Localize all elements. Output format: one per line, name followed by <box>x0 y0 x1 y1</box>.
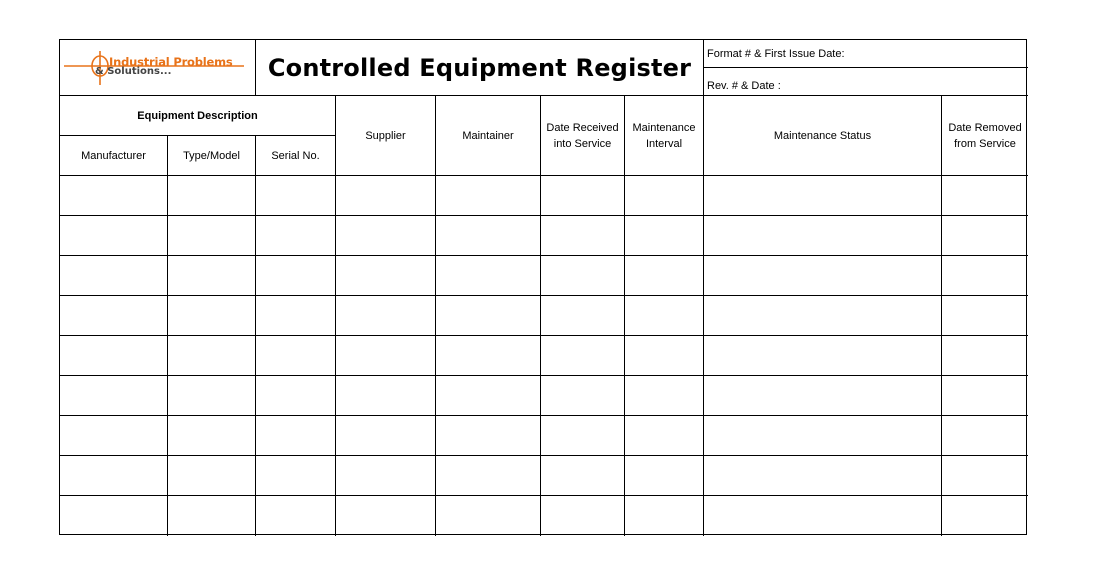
cell-supplier[interactable] <box>336 336 436 375</box>
cell-date-received[interactable] <box>541 176 625 215</box>
revision-date-label: Rev. # & Date : <box>707 79 781 92</box>
logo-text-line1: Industrial Problems <box>109 55 233 69</box>
cell-serial-no[interactable] <box>256 496 336 536</box>
cell-date-removed[interactable] <box>942 336 1028 375</box>
cell-date-received[interactable] <box>541 256 625 295</box>
cell-date-removed[interactable] <box>942 216 1028 255</box>
cell-type-model[interactable] <box>168 256 256 295</box>
cell-date-received[interactable] <box>541 496 625 536</box>
cell-date-removed[interactable] <box>942 376 1028 415</box>
cell-maintainer[interactable] <box>436 296 541 335</box>
cell-maintenance-status[interactable] <box>704 376 942 415</box>
cell-manufacturer[interactable] <box>60 176 168 215</box>
cell-maintenance-interval[interactable] <box>625 416 704 455</box>
cell-supplier[interactable] <box>336 256 436 295</box>
cell-serial-no[interactable] <box>256 176 336 215</box>
col-header-manufacturer: Manufacturer <box>60 136 168 176</box>
cell-type-model[interactable] <box>168 456 256 495</box>
cell-date-removed[interactable] <box>942 416 1028 455</box>
table-row <box>60 176 1028 216</box>
col-header-serial-no: Serial No. <box>256 136 336 176</box>
cell-manufacturer[interactable] <box>60 256 168 295</box>
cell-supplier[interactable] <box>336 496 436 536</box>
cell-maintainer[interactable] <box>436 216 541 255</box>
cell-type-model[interactable] <box>168 296 256 335</box>
equipment-description-group-header: Equipment Description <box>60 96 336 136</box>
cell-serial-no[interactable] <box>256 296 336 335</box>
cell-type-model[interactable] <box>168 176 256 215</box>
logo-text-line2: & Solutions... <box>95 66 172 77</box>
table-row <box>60 296 1028 336</box>
cell-supplier[interactable] <box>336 416 436 455</box>
cell-maintenance-status[interactable] <box>704 216 942 255</box>
table-row <box>60 456 1028 496</box>
cell-date-received[interactable] <box>541 336 625 375</box>
cell-supplier[interactable] <box>336 216 436 255</box>
cell-supplier[interactable] <box>336 376 436 415</box>
table-row <box>60 416 1028 456</box>
page-title: Controlled Equipment Register <box>267 53 692 82</box>
table-row <box>60 256 1028 296</box>
cell-maintainer[interactable] <box>436 256 541 295</box>
cell-maintenance-status[interactable] <box>704 416 942 455</box>
cell-maintenance-interval[interactable] <box>625 296 704 335</box>
equipment-register-form <box>59 39 1027 535</box>
cell-date-received[interactable] <box>541 456 625 495</box>
format-issue-date-field[interactable] <box>704 40 1028 68</box>
cell-date-removed[interactable] <box>942 456 1028 495</box>
cell-date-removed[interactable] <box>942 496 1028 536</box>
cell-serial-no[interactable] <box>256 376 336 415</box>
col-header-type-model: Type/Model <box>168 136 256 176</box>
col-header-maintainer: Maintainer <box>436 96 541 176</box>
cell-supplier[interactable] <box>336 296 436 335</box>
cell-maintenance-interval[interactable] <box>625 176 704 215</box>
cell-maintainer[interactable] <box>436 416 541 455</box>
cell-maintenance-interval[interactable] <box>625 496 704 536</box>
cell-manufacturer[interactable] <box>60 296 168 335</box>
table-row <box>60 496 1028 536</box>
cell-serial-no[interactable] <box>256 336 336 375</box>
col-header-date-received: Date Received into Service <box>541 96 625 176</box>
cell-manufacturer[interactable] <box>60 216 168 255</box>
cell-maintenance-status[interactable] <box>704 176 942 215</box>
col-header-maintenance-interval: Maintenance Interval <box>625 96 704 176</box>
cell-date-removed[interactable] <box>942 176 1028 215</box>
col-header-maintenance-status: Maintenance Status <box>704 96 942 176</box>
title-cell <box>256 40 704 96</box>
cell-maintainer[interactable] <box>436 176 541 215</box>
cell-maintenance-status[interactable] <box>704 336 942 375</box>
cell-manufacturer[interactable] <box>60 456 168 495</box>
cell-type-model[interactable] <box>168 416 256 455</box>
cell-manufacturer[interactable] <box>60 496 168 536</box>
cell-maintenance-status[interactable] <box>704 496 942 536</box>
cell-date-received[interactable] <box>541 216 625 255</box>
cell-maintainer[interactable] <box>436 456 541 495</box>
cell-manufacturer[interactable] <box>60 376 168 415</box>
col-header-supplier: Supplier <box>336 96 436 176</box>
table-row <box>60 336 1028 376</box>
company-logo <box>62 50 248 86</box>
cell-manufacturer[interactable] <box>60 336 168 375</box>
cell-supplier[interactable] <box>336 456 436 495</box>
cell-date-removed[interactable] <box>942 256 1028 295</box>
cell-date-removed[interactable] <box>942 296 1028 335</box>
cell-maintenance-interval[interactable] <box>625 456 704 495</box>
col-header-date-removed: Date Removed from Service <box>942 96 1028 176</box>
cell-maintenance-status[interactable] <box>704 456 942 495</box>
cell-maintenance-status[interactable] <box>704 256 942 295</box>
cell-maintenance-interval[interactable] <box>625 256 704 295</box>
cell-serial-no[interactable] <box>256 256 336 295</box>
cell-type-model[interactable] <box>168 376 256 415</box>
logo-cell <box>60 40 256 96</box>
cell-maintainer[interactable] <box>436 336 541 375</box>
cell-maintainer[interactable] <box>436 376 541 415</box>
cell-serial-no[interactable] <box>256 456 336 495</box>
cell-maintenance-interval[interactable] <box>625 216 704 255</box>
table-row <box>60 216 1028 256</box>
cell-maintainer[interactable] <box>436 496 541 536</box>
cell-maintenance-interval[interactable] <box>625 336 704 375</box>
cell-maintenance-interval[interactable] <box>625 376 704 415</box>
format-issue-date-label: Format # & First Issue Date: <box>707 47 845 60</box>
cell-maintenance-status[interactable] <box>704 296 942 335</box>
revision-date-field[interactable] <box>704 68 1028 96</box>
cell-type-model[interactable] <box>168 496 256 536</box>
cell-date-received[interactable] <box>541 376 625 415</box>
cell-date-received[interactable] <box>541 416 625 455</box>
table-row <box>60 376 1028 416</box>
cell-manufacturer[interactable] <box>60 416 168 455</box>
cell-supplier[interactable] <box>336 176 436 215</box>
cell-serial-no[interactable] <box>256 416 336 455</box>
cell-type-model[interactable] <box>168 216 256 255</box>
cell-serial-no[interactable] <box>256 216 336 255</box>
cell-type-model[interactable] <box>168 336 256 375</box>
cell-date-received[interactable] <box>541 296 625 335</box>
